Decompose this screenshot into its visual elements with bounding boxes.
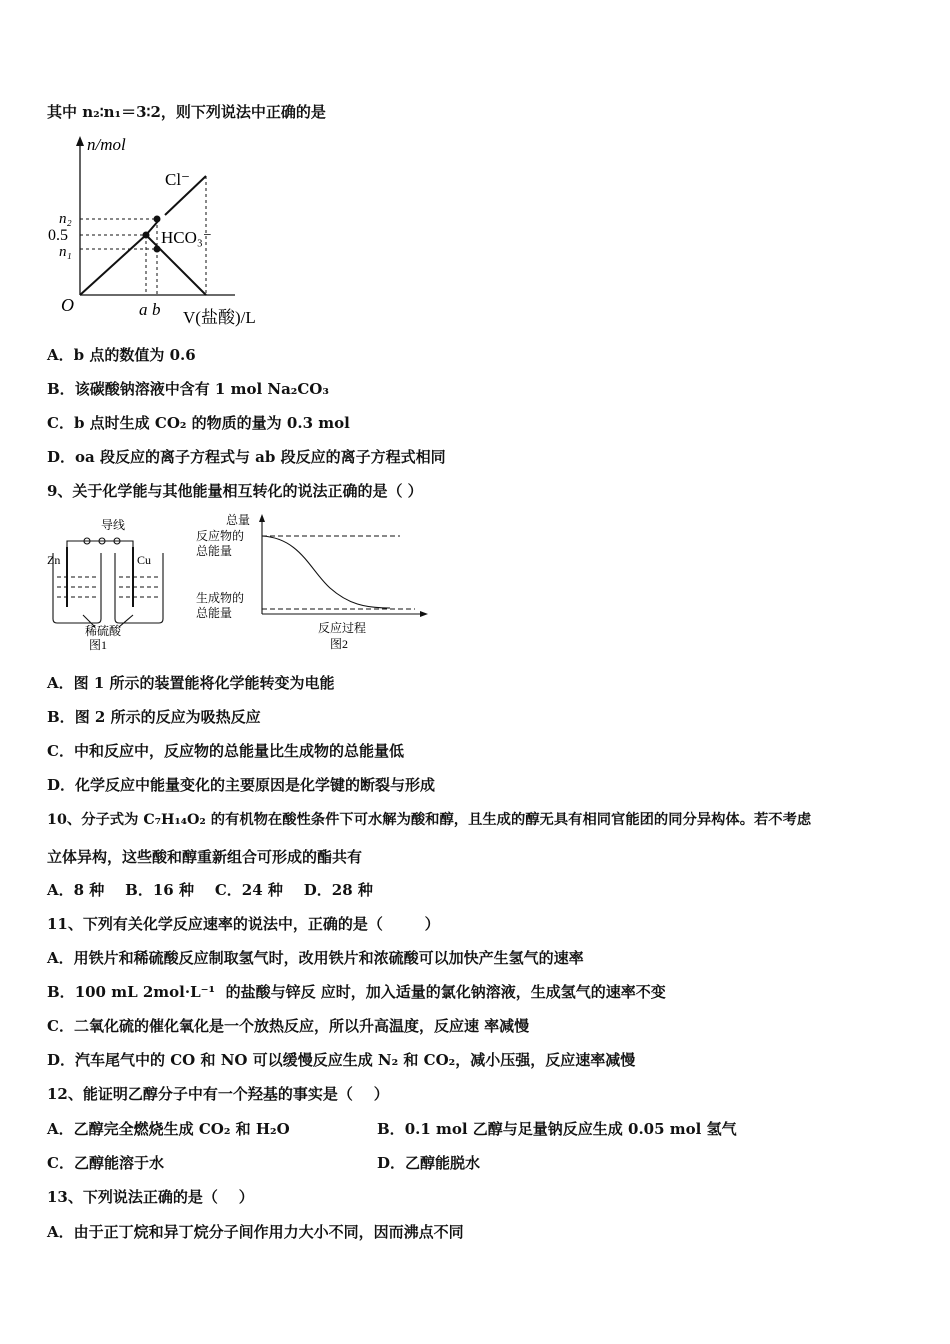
option-text: 用铁片和稀硫酸反应制取氢气时，改用铁片和浓硫酸可以加快产生氢气的速率 — [73, 949, 584, 967]
q8-ytick-n2: n₂ — [59, 211, 72, 227]
q12-option-a — [47, 1119, 290, 1139]
option-text: 乙醇完全燃烧生成 CO₂ 和 H₂O — [73, 1120, 290, 1138]
q8-ylabel: n/mol — [87, 135, 126, 154]
q8-option-d — [47, 447, 446, 467]
q9-figure-2 — [190, 510, 430, 655]
q12-stem: 12、能证明乙醇分子中有一个羟基的事实是（ ） — [47, 1085, 389, 1103]
q13-option-a — [47, 1222, 464, 1242]
option-text: 由于正丁烷和异丁烷分子间作用力大小不同，因而沸点不同 — [73, 1223, 464, 1241]
option-text: 乙醇能脱水 — [405, 1154, 481, 1172]
option-text: 汽车尾气中的 CO 和 NO 可以缓慢反应生成 N₂ 和 CO₂，减小压强，反应速率减慢 — [75, 1051, 636, 1069]
option-text: 该碳酸钠溶液中含有 1 mol Na₂CO₃ — [74, 380, 329, 398]
option-letter: B． — [47, 380, 75, 398]
option-letter: A． — [47, 1223, 74, 1241]
option-letter: C． — [47, 742, 74, 760]
option-letter: A． — [47, 674, 74, 692]
option-text: b 点时生成 CO₂ 的物质的量为 0.3 mol — [73, 414, 350, 432]
q11-option-c — [47, 1016, 529, 1036]
option-text: b 点的数值为 0.6 — [73, 346, 196, 364]
option-text: 100 mL 2mol·L⁻¹ 的盐酸与锌反 应时，加入适量的氯化钠溶液，生成氢气的速率不变 — [74, 983, 666, 1001]
option-text: 二氧化硫的催化氧化是一个放热反应，所以升高温度，反应速 率减慢 — [73, 1017, 530, 1035]
q8-xtick-b: b — [152, 300, 161, 319]
q8-option-b — [47, 379, 329, 399]
q8-graph — [45, 130, 285, 330]
q12-option-b — [377, 1119, 737, 1139]
q8-label-cl: Cl⁻ — [165, 170, 191, 189]
fig2-ylabel: 总量 — [226, 513, 251, 527]
q8-option-a — [47, 345, 196, 365]
option-text: oa 段反应的离子方程式与 ab 段反应的离子方程式相同 — [75, 448, 446, 466]
fig2-caption: 图2 — [330, 637, 349, 651]
q8-option-c — [47, 413, 350, 433]
q8-xtick-a: a — [139, 300, 148, 319]
q11-stem: 11、下列有关化学反应速率的说法中，正确的是（ ） — [47, 915, 440, 933]
option-letter: D． — [47, 1051, 76, 1069]
q12-option-c — [47, 1153, 164, 1173]
q10-stem-2: 立体异构，这些酸和醇重新组合可形成的酯共有 — [47, 848, 363, 866]
fig1-acid-label: 稀硫酸 — [85, 624, 122, 638]
q9-option-c — [47, 741, 404, 761]
q8-intro-ratio: n₂∶n₁＝3∶2，则下列说法中正确的是 — [82, 103, 326, 121]
q8-intro-pre: 其中 — [47, 103, 78, 121]
option-letter: B． — [377, 1120, 405, 1138]
q9-option-b — [47, 707, 261, 727]
q9-option-a — [47, 673, 335, 693]
q8-ytick-n1: n₁ — [59, 244, 72, 260]
option-letter: C． — [47, 1154, 74, 1172]
q8-label-hco3: HCO₃⁻ — [161, 228, 212, 247]
option-letter: B． — [47, 983, 75, 1001]
q11-option-d — [47, 1050, 635, 1070]
q9-figure-1 — [45, 515, 175, 655]
option-letter: C． — [47, 414, 74, 432]
q11-option-a — [47, 948, 584, 968]
option-text: 化学反应中能量变化的主要原因是化学键的断裂与形成 — [75, 776, 436, 794]
fig2-product-2: 总能量 — [196, 606, 233, 620]
option-letter: D． — [377, 1154, 406, 1172]
q8-ytick-05: 0.5 — [48, 227, 68, 244]
option-letter: A． — [47, 949, 74, 967]
q10-stem-1: 10、分子式为 C₇H₁₄O₂ 的有机物在酸性条件下可水解为酸和醇，且生成的醇无具有相同官能团的同分异构体。若不考虑 — [47, 812, 812, 828]
option-text: 中和反应中，反应物的总能量比生成物的总能量低 — [73, 742, 404, 760]
option-letter: B． — [47, 708, 75, 726]
option-letter: C． — [47, 1017, 74, 1035]
option-text: 0.1 mol 乙醇与足量钠反应生成 0.05 mol 氢气 — [404, 1120, 737, 1138]
q8-intro — [47, 102, 326, 122]
option-text: 图 1 所示的装置能将化学能转变为电能 — [73, 674, 335, 692]
fig2-reactant-2: 总能量 — [196, 544, 233, 558]
q12-option-d — [377, 1153, 480, 1173]
q9-stem: 9、关于化学能与其他能量相互转化的说法正确的是（ ） — [47, 482, 423, 500]
q13-stem: 13、下列说法正确的是（ ） — [47, 1188, 254, 1206]
option-letter: A． — [47, 1120, 74, 1138]
q11-option-b — [47, 982, 666, 1002]
fig2-xlabel: 反应过程 — [318, 621, 367, 635]
option-letter: D． — [47, 776, 76, 794]
q8-xlabel: V(盐酸)/L — [183, 308, 256, 327]
fig1-caption: 图1 — [89, 638, 108, 652]
q8-origin: O — [61, 295, 74, 315]
fig1-wire-label: 导线 — [101, 518, 126, 532]
fig1-cu-label: Cu — [137, 553, 152, 567]
fig1-zn-label: Zn — [47, 553, 61, 567]
q9-option-d — [47, 775, 435, 795]
q10-options: A．8 种 B．16 种 C．24 种 D．28 种 — [47, 881, 373, 899]
fig2-product-1: 生成物的 — [196, 591, 245, 605]
fig2-reactant-1: 反应物的 — [196, 529, 245, 543]
option-letter: D． — [47, 448, 76, 466]
option-letter: A． — [47, 346, 74, 364]
option-text: 乙醇能溶于水 — [73, 1154, 164, 1172]
option-text: 图 2 所示的反应为吸热反应 — [74, 708, 261, 726]
